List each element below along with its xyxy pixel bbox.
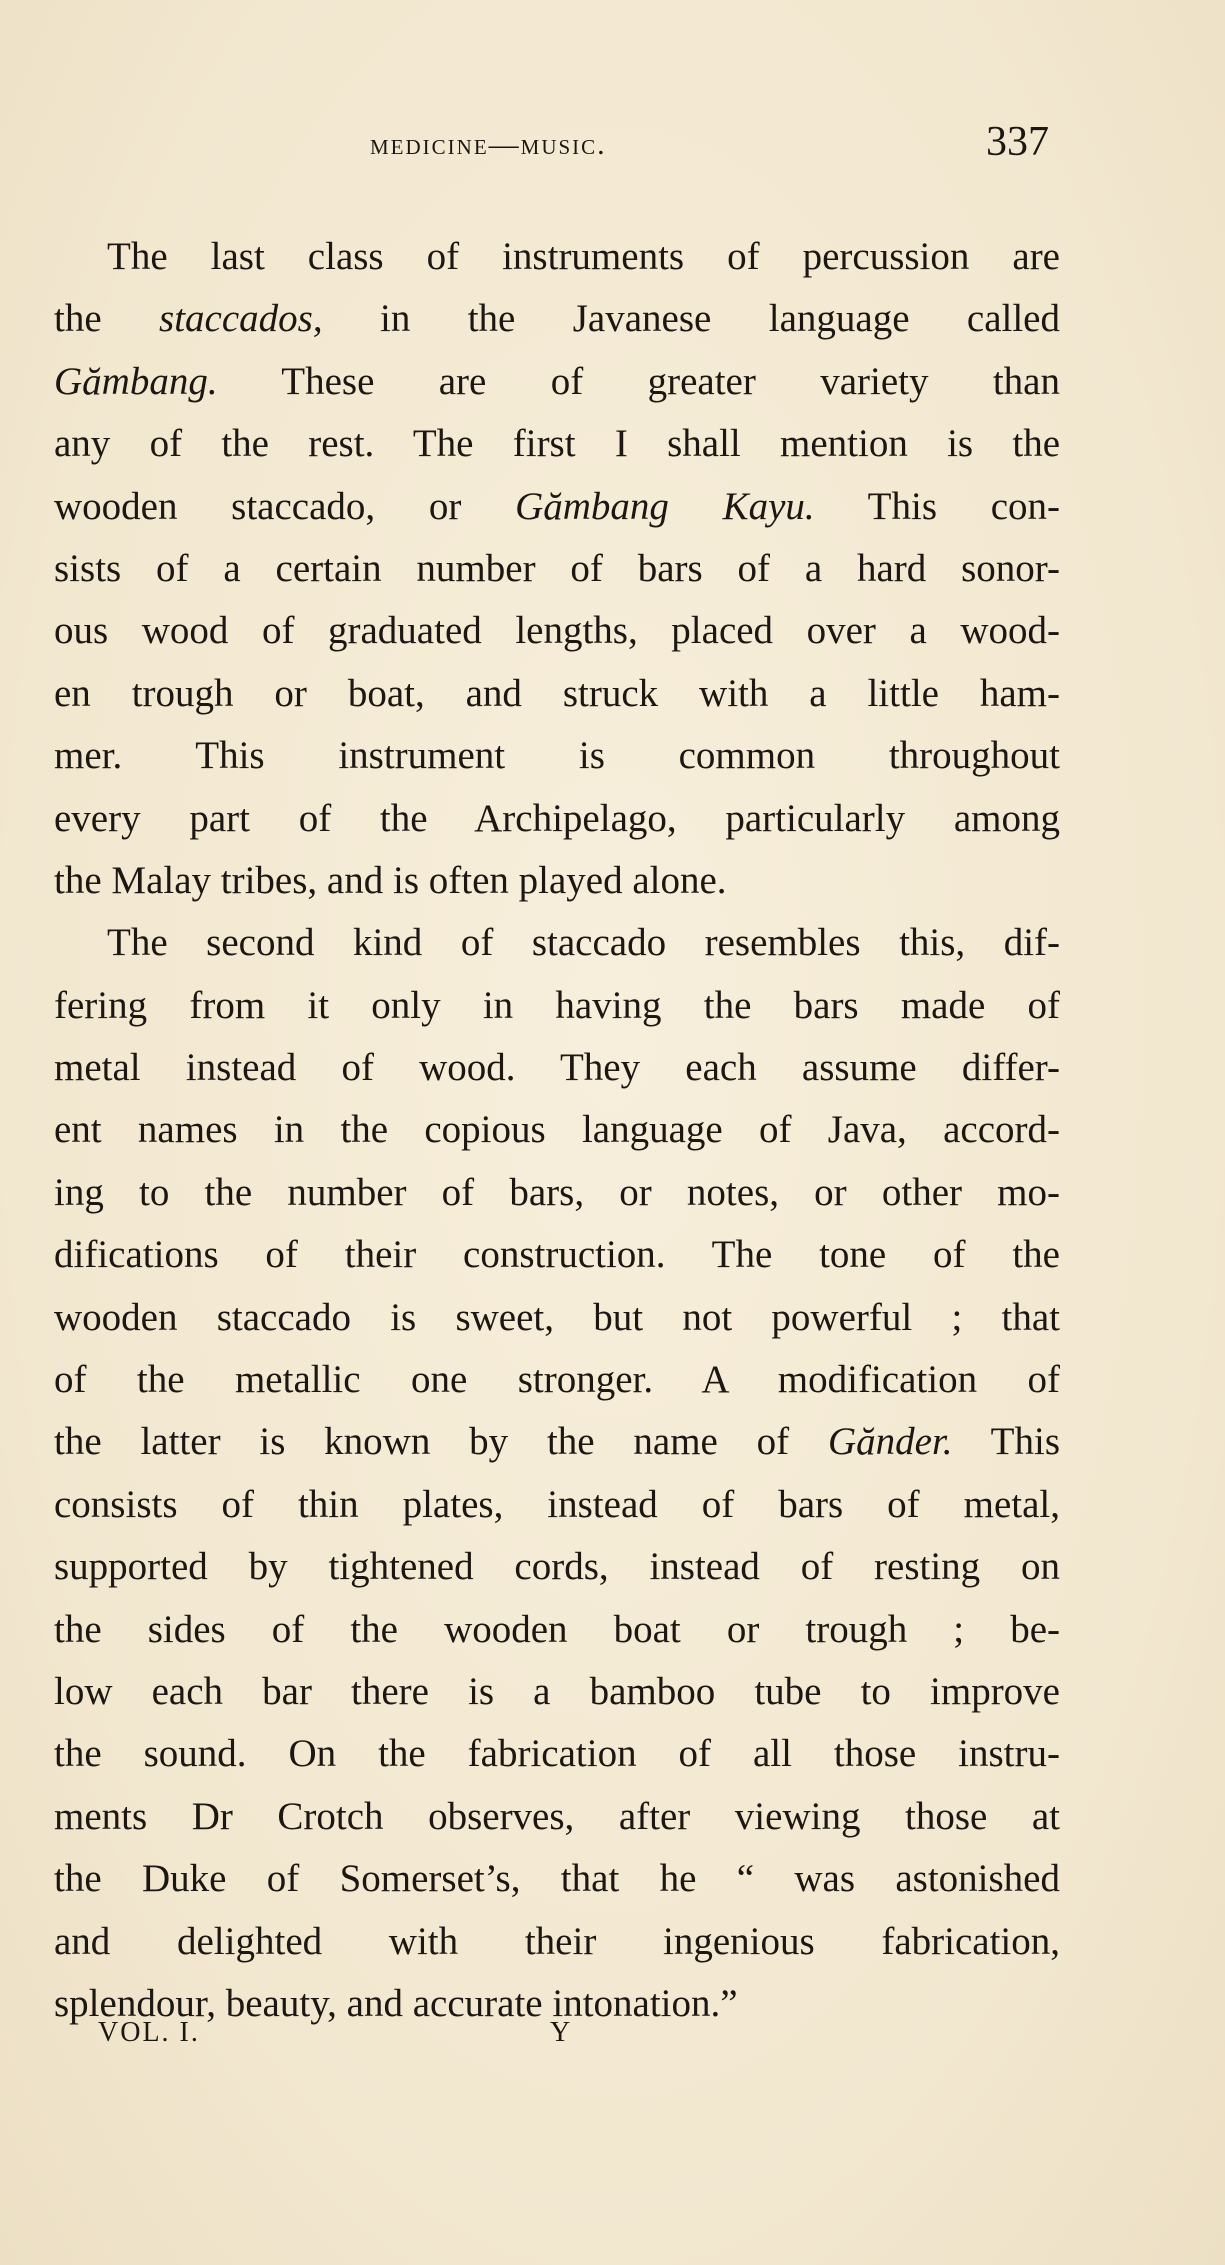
text-line: ing to the number of bars, or notes, or other mo-: [54, 1170, 1060, 1214]
text-line: the sides of the wooden boat or trough ; be-: [54, 1607, 1060, 1651]
text-line: ments Dr Crotch observes, after viewing those at: [54, 1794, 1060, 1838]
text-line: wooden staccado, or Gămbang Kayu. This con-: [54, 484, 1060, 528]
running-title: medicine—music.: [370, 128, 607, 161]
text-line: Gămbang. These are of greater variety than: [54, 359, 1060, 403]
text-line: ent names in the copious language of Java, accord-: [54, 1108, 1060, 1152]
text-line: mer. This instrument is common throughout: [54, 734, 1060, 778]
volume-signature: VOL. I.: [98, 2017, 200, 2048]
text-line: the Malay tribes, and is often played alone.: [54, 858, 727, 902]
text-line: of the metallic one stronger. A modification of: [54, 1358, 1060, 1402]
text-line: The last class of instruments of percussion are: [107, 235, 1060, 278]
text-line: ous wood of graduated lengths, placed over a wood-: [54, 609, 1060, 653]
text-line: low each bar there is a bamboo tube to improve: [54, 1669, 1060, 1713]
text-line: the staccados, in the Javanese language called: [54, 297, 1060, 341]
page-number: 337: [986, 119, 1049, 165]
text-line: consists of thin plates, instead of bars of metal,: [54, 1482, 1060, 1526]
text-line: metal instead of wood. They each assume differ-: [54, 1046, 1060, 1090]
text-line: fering from it only in having the bars made of: [54, 983, 1060, 1027]
text-line: supported by tightened cords, instead of resting on: [54, 1545, 1060, 1589]
text-line: the sound. On the fabrication of all those instru-: [54, 1732, 1060, 1776]
text-line: difications of their construction. The tone of the: [54, 1233, 1060, 1277]
text-line: splendour, beauty, and accurate intonation.”: [54, 1981, 738, 2025]
text-line: the Duke of Somerset’s, that he “ was astonished: [54, 1857, 1060, 1901]
text-line: sists of a certain number of bars of a hard sonor-: [54, 546, 1060, 590]
body-text: [54, 226, 1060, 2035]
text-line: en trough or boat, and struck with a little ham-: [54, 671, 1060, 715]
text-line: any of the rest. The first I shall mention is the: [54, 422, 1060, 466]
text-line: and delighted with their ingenious fabrication,: [54, 1919, 1060, 1963]
text-line: every part of the Archipelago, particularly among: [54, 796, 1060, 840]
text-line: The second kind of staccado resembles this, dif-: [107, 921, 1060, 965]
text-line: wooden staccado is sweet, but not powerful ; that: [54, 1295, 1060, 1339]
signature-mark: Y: [550, 2017, 571, 2048]
text-line: the latter is known by the name of Gănder. This: [54, 1420, 1060, 1464]
